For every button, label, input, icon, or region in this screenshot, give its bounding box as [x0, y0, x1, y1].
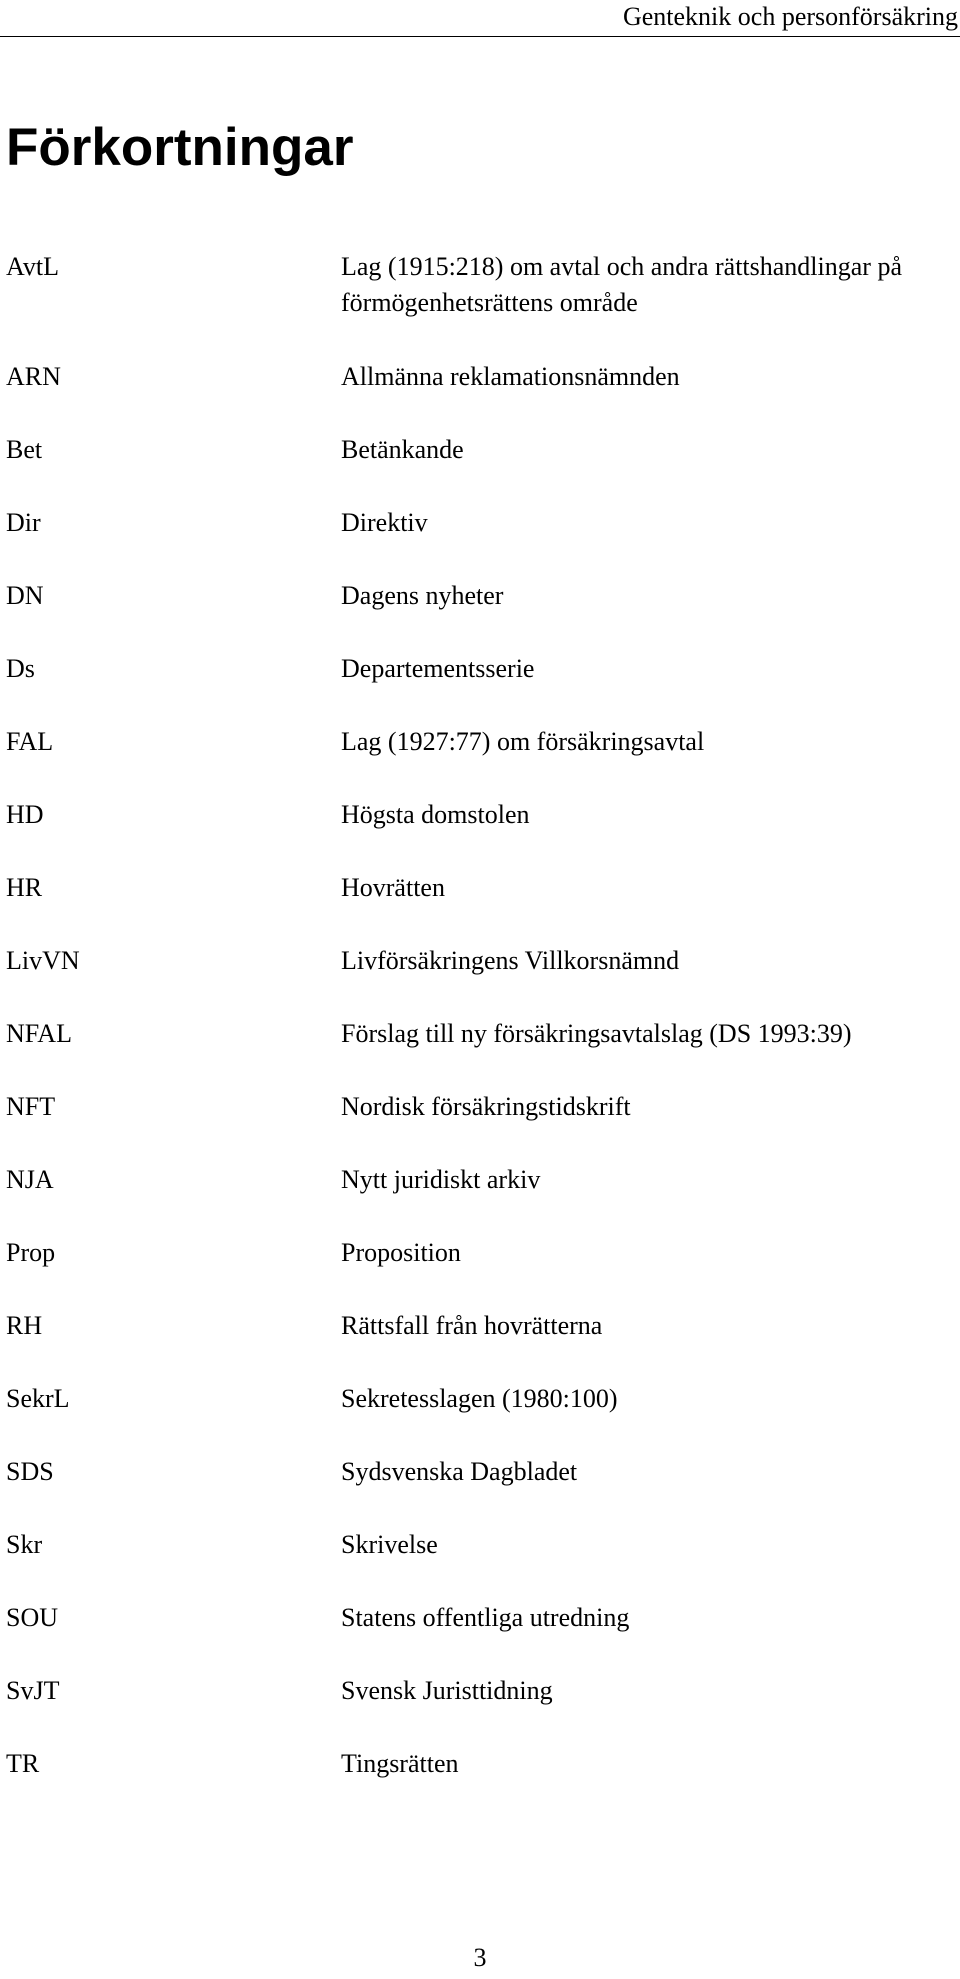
abbreviation-term: SDS [6, 1457, 54, 1486]
abbreviation-definition: Högsta domstolen [341, 800, 530, 829]
abbreviation-definition: Betänkande [341, 435, 464, 464]
list-item [0, 1235, 960, 1271]
abbreviation-definition: Statens offentliga utredning [341, 1603, 630, 1632]
list-item [0, 578, 960, 614]
abbreviation-definition: Proposition [341, 1238, 461, 1267]
running-header [0, 0, 960, 37]
abbreviation-definition: Rättsfall från hovrätterna [341, 1311, 603, 1340]
abbreviation-term: TR [6, 1749, 40, 1778]
abbreviation-term: HD [6, 800, 44, 829]
abbreviation-term: SekrL [6, 1384, 70, 1413]
abbreviation-definition: Hovrätten [341, 873, 445, 902]
list-item [0, 1016, 960, 1052]
abbreviation-term: Prop [6, 1238, 56, 1267]
list-item [0, 797, 960, 833]
list-item [0, 1089, 960, 1125]
abbreviation-term: FAL [6, 727, 54, 756]
list-item [0, 1527, 960, 1563]
running-header-title: Genteknik och personförsäkring [622, 2, 958, 31]
abbreviation-definition: Svensk Juristtidning [341, 1676, 553, 1705]
abbreviation-definition: Livförsäkringens Villkorsnämnd [341, 946, 680, 975]
abbreviation-term: Skr [6, 1530, 43, 1559]
abbreviation-definition: Nordisk försäkringstidskrift [341, 1092, 631, 1121]
abbreviation-definition: Skrivelse [341, 1530, 438, 1559]
abbreviation-definition: Direktiv [341, 508, 428, 537]
list-item [0, 1454, 960, 1490]
abbreviation-term: Ds [6, 654, 35, 683]
abbreviation-definition: Lag (1927:77) om försäkringsavtal [341, 727, 705, 756]
list-item [0, 651, 960, 687]
abbreviation-list [0, 249, 960, 1819]
abbreviation-definition: Dagens nyheter [341, 581, 504, 610]
abbreviation-definition: Sekretesslagen (1980:100) [341, 1384, 618, 1413]
list-item [0, 432, 960, 468]
list-item [0, 1600, 960, 1636]
list-item [0, 359, 960, 395]
abbreviation-definition: Nytt juridiskt arkiv [341, 1165, 541, 1194]
abbreviation-definition: Tingsrätten [341, 1749, 459, 1778]
abbreviation-term: NFAL [6, 1019, 72, 1048]
abbreviation-term: HR [6, 873, 43, 902]
abbreviation-term: SvJT [6, 1676, 60, 1705]
abbreviation-definition: Förslag till ny försäkringsavtalslag (DS 1993:39) [341, 1019, 852, 1048]
abbreviation-term: SOU [6, 1603, 59, 1632]
abbreviation-definition: Lag (1915:218) om avtal och andra rättshandlingar på förmögenhetsrättens område [341, 252, 902, 317]
list-item [0, 724, 960, 760]
abbreviation-term: LivVN [6, 946, 80, 975]
list-item [0, 943, 960, 979]
abbreviation-term: ARN [6, 362, 61, 391]
list-item [0, 870, 960, 906]
page-title: Förkortningar [6, 118, 354, 177]
abbreviation-definition: Allmänna reklamationsnämnden [341, 362, 680, 391]
abbreviation-definition: Sydsvenska Dagbladet [341, 1457, 578, 1486]
list-item [0, 1308, 960, 1344]
list-item [0, 1381, 960, 1417]
abbreviation-term: AvtL [6, 252, 59, 281]
abbreviation-term: NFT [6, 1092, 56, 1121]
abbreviation-term: Dir [6, 508, 41, 537]
abbreviation-term: DN [6, 581, 44, 610]
list-item [0, 249, 960, 321]
list-item [0, 1746, 960, 1782]
abbreviation-definition: Departementsserie [341, 654, 535, 683]
abbreviation-term: RH [6, 1311, 43, 1340]
list-item [0, 505, 960, 541]
abbreviation-term: Bet [6, 435, 43, 464]
list-item [0, 1162, 960, 1198]
page-number: 3 [473, 1943, 487, 1972]
list-item [0, 1673, 960, 1709]
abbreviation-term: NJA [6, 1165, 54, 1194]
